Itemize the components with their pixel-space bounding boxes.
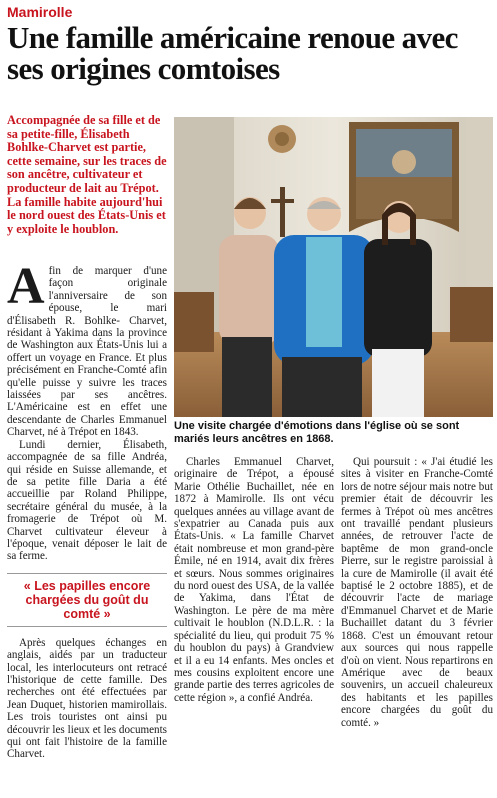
pull-quote — [7, 573, 167, 627]
headline: Une famille américaine renoue avec ses origines comtoises — [7, 20, 458, 86]
drop-cap: A — [7, 258, 45, 315]
column-3 — [341, 456, 493, 729]
body-paragraph-4: Charles Emmanuel Charvet, originaire de Trépot, a épousé Marie Othélie Buchaillet, née en 1872 à Mamirolle. Ils ont vécu quelques années au village avant de s'expatrier au Canada puis aux États-Unis. « La famille Charvet était nombreuse et mon grand-père Émile, né en 1914, avait dix frères et sœurs. Nous sommes originaires du nord ouest des USA, de la vallée de Yakima, dans l'État de Washington. Le père de ma mère cultivait le houblon (N.D.L.R. : la spécialité du lieu, qui produit 75 % du houblon du pays) à Grandview et il a eu 14 enfants. Mes oncles et mes cousins exploitent encore une grande partie des terres agricoles de cette région », a confié Andréa. — [174, 456, 334, 704]
body-paragraph-2: Lundi dernier, Élisabeth, accompagnée de sa fille Andréa, qui réside en Suisse allemande, et de sa petite fille Daria a été accueillie par Roland Philippe, secrétaire général du musée, à la fromagerie de Trépot où M. Charvet cultivateur éleveur à l'époque, venait déposer le lait de sa ferme. — [7, 438, 167, 563]
photo-caption: Une visite chargée d'émotions dans l'église où se sont mariés leurs ancêtres en 1868. — [174, 420, 460, 445]
lead-paragraph: Accompagnée de sa fille et de sa petite-fille, Élisabeth Bohlke-Charvet est partie, cette semaine, sur les traces de son ancêtre, cultivateur et producteur de lait au Trépot. La famille habite aujourd'hui le nord ouest des États-Unis et y exploite le houblon. — [7, 113, 167, 236]
body-paragraph-1-text: fin de marquer d'une façon originale l'anniversaire de son épouse, le mari d'Élisabeth R. Bohlke- Charvet, résidant à Yakima dans la province de Washington aux États-Unis lui a offert un voyage en France. Et plus précisément en Franche-Comté afin qu'elle puisse y suivre les traces laissées par ses ancêtres. L'Américaine est en effet une descendante de Charles Emmanuel Charvet, né à Trépot en 1843. — [7, 265, 167, 439]
church-photo-illustration — [174, 117, 493, 417]
body-paragraph-5: Qui poursuit : « J'ai étudié les sites à visiter en Franche-Comté lors de notre séjour mais notre but premier était de découvrir les fermes à Trépot où mes ancêtres ont travaillé pendant plusieurs années, de retrouver l'acte de baptême de mon grand-oncle Pierre, sur le registre paroissial à la cure de Mamirolle (il avait été baptisé le 2 octobre 1885), et de découvrir l'acte de mariage d'Emmanuel Charvet et de Marie Buchaillet datant du 3 février 1868. C'est un émouvant retour aux sources qui nous rappelle d'où on vient. Nous repartirons en Amérique avec de beaux souvenirs, un accueil chaleureux des habitants et les papilles encore chargées du goût du comté. » — [341, 456, 493, 729]
column-2 — [174, 456, 334, 704]
body-paragraph-1 — [7, 258, 167, 439]
body-paragraph-3: Après quelques échanges en anglais, aidés par un traducteur local, les interlocuteurs ont retracé l'historique de cette famille. Des recherches ont été effectuées par Jean Duquet, historien mamirollais. Les trois touristes ont ainsi pu découvrir les lieux et les documents qui ont fait l'histoire de la famille Charvet. — [7, 636, 167, 761]
pull-quote-text: « Les papilles encore chargées du goût du comté » — [23, 578, 151, 621]
section-kicker: Mamirolle — [7, 4, 73, 20]
column-1 — [7, 258, 167, 761]
article-photo — [174, 117, 493, 417]
